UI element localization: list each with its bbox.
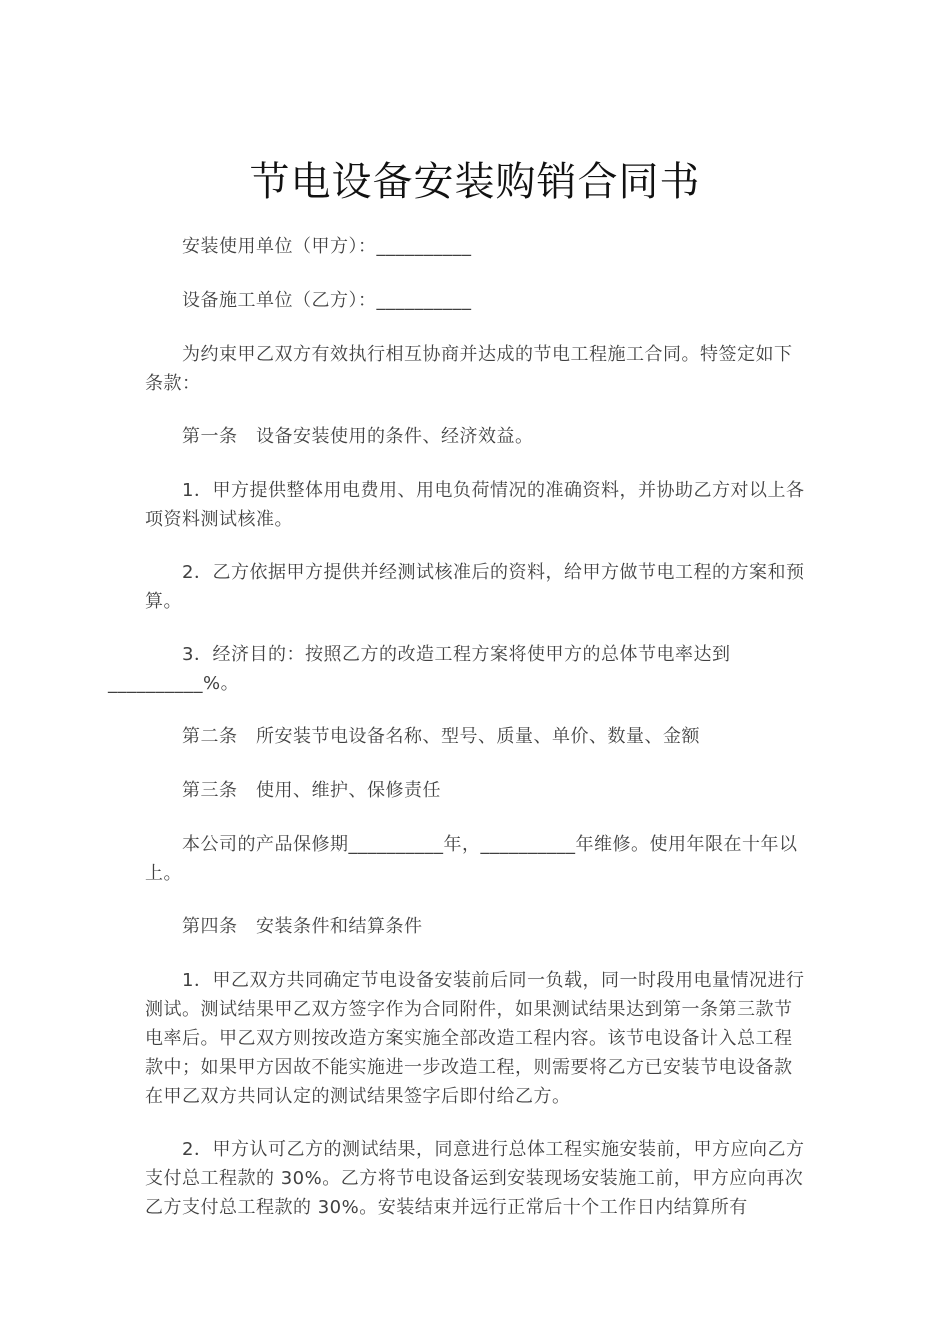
article-4-item-1: 1．甲乙双方共同确定节电设备安装前后同一负载，同一时段用电量情况进行测试。测试结果甲乙双方签字作为合同附件，如果测试结果达到第一条第三款节电率后。甲乙双方则按改造方案实施全部改造工程内容。该节电设备计入总工程款中；如果甲方因故不能实施进一步改造工程，则需要将乙方已安装节电设备款在甲乙双方共同认定的测试结果签字后即付给乙方。 [145, 970, 805, 1107]
article-3-warranty-paragraph [145, 830, 807, 888]
preamble-paragraph: 为约束甲乙双方有效执行相互协商并达成的节电工程施工合同。特签定如下条款： [145, 344, 793, 394]
article-2-heading: 第二条 所安装节电设备名称、型号、质量、单价、数量、金额 [182, 726, 700, 747]
article-1-item-3 [108, 640, 807, 698]
article-1-item-2: 2．乙方依据甲方提供并经测试核准后的资料，给甲方做节电工程的方案和预算。 [145, 562, 805, 612]
party-b-label: 设备施工单位（乙方）： [182, 290, 377, 311]
party-a-blank: __________ [376, 236, 472, 257]
item-3-text: 3．经济目的：按照乙方的改造工程方案将使甲方的总体节电率达到 [182, 644, 731, 665]
article-1-heading: 第一条 设备安装使用的条件、经济效益。 [182, 426, 534, 447]
maintenance-years-blank: __________ [480, 834, 576, 855]
document-title: 节电设备安装购销合同书 [249, 159, 701, 205]
warranty-text-3: 年维修。使用年限在十年以上。 [145, 834, 798, 884]
saving-rate-blank: __________ [108, 673, 203, 694]
article-4-item-2: 2．甲方认可乙方的测试结果，同意进行总体工程实施安装前，甲方应向乙方支付总工程款的 30%。乙方将节电设备运到安装现场安装施工前，甲方应向再次乙方支付总工程款的 30%。安装结束并远行正常后十个工作日内结算所有 [145, 1139, 805, 1218]
warranty-text-1: 本公司的产品保修期 [182, 834, 349, 855]
item-3-suffix: %。 [203, 673, 240, 694]
article-4-heading: 第四条 安装条件和结算条件 [182, 916, 423, 937]
party-a-label: 安装使用单位（甲方）： [182, 236, 377, 257]
party-a-line [145, 232, 807, 261]
article-3-heading: 第三条 使用、维护、保修责任 [182, 780, 441, 801]
article-1-item-1: 1．甲方提供整体用电费用、用电负荷情况的准确资料，并协助乙方对以上各项资料测试核准。 [145, 480, 805, 530]
party-b-blank: __________ [376, 290, 472, 311]
warranty-years-blank: __________ [348, 834, 444, 855]
warranty-text-2: 年， [443, 834, 481, 855]
party-b-line [145, 286, 807, 315]
